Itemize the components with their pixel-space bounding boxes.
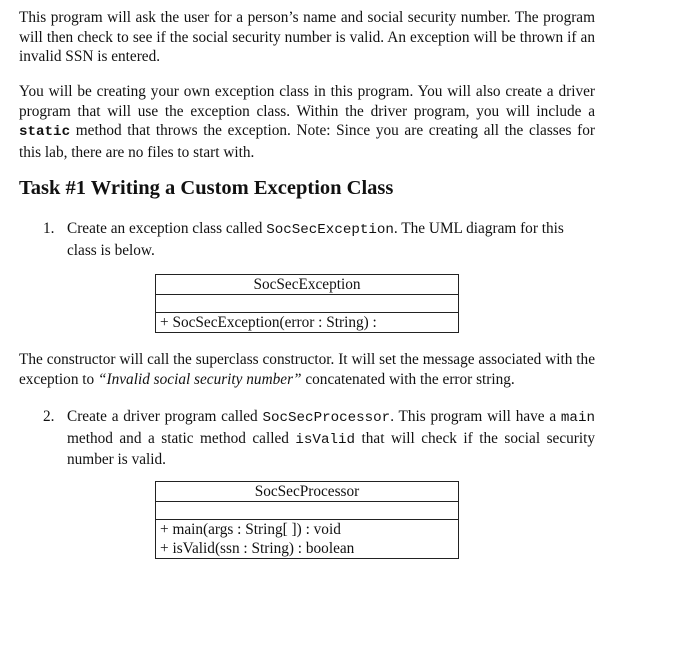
uml-2-operation-main: + main(args : String[ ]) : void	[160, 521, 341, 538]
item-1-number: 1.	[43, 220, 55, 237]
intro-paragraph-2-text-b: method that throws the exception. Note: Since you are creating all the classes for this lab, there are no files to start with.	[19, 122, 595, 161]
intro-paragraph-1	[19, 8, 595, 67]
uml-2-operations	[156, 519, 458, 558]
intro-paragraph-2	[19, 82, 595, 162]
item-2-text-c: method and a static method called	[67, 429, 296, 447]
item-2-main-method: main	[560, 410, 595, 426]
uml-2-operation-isvalid: + isValid(ssn : String) : boolean	[160, 540, 355, 557]
constructor-message: “Invalid social security number”	[98, 370, 302, 388]
item-1-text-b: . The UML diagram for this class is below.	[67, 220, 564, 259]
static-keyword: static	[19, 124, 71, 140]
item-2-text-a: Create a driver program called	[67, 408, 263, 425]
item-1-class-name: SocSecException	[266, 222, 394, 238]
constructor-text-a: The constructor will call the superclass constructor. It will set the message associated with the exception to	[19, 351, 595, 388]
item-2-class-name: SocSecProcessor	[262, 410, 391, 426]
uml-1-operations	[156, 312, 458, 332]
uml-1-class-name: SocSecException	[253, 276, 361, 293]
uml-1-operation: + SocSecException(error : String) :	[160, 314, 377, 331]
uml-2-class-name: SocSecProcessor	[254, 483, 360, 500]
item-2-isvalid-method: isValid	[295, 431, 356, 448]
constructor-paragraph	[19, 350, 595, 389]
item-1-body	[67, 219, 595, 260]
task-heading: Task #1 Writing a Custom Exception Class	[19, 177, 394, 199]
item-2-number: 2.	[43, 408, 55, 425]
uml-socsecexception	[155, 274, 459, 333]
uml-1-attributes	[156, 294, 458, 312]
item-2-text-d: that will check if the social security number is valid.	[67, 429, 595, 468]
intro-paragraph-1-text: This program will ask the user for a person’s name and social security number. The program will then check to see if the social security number is valid. An exception will be thrown if an invalid SSN is entered.	[19, 9, 595, 65]
constructor-text-b: concatenated with the error string.	[301, 370, 515, 388]
item-1-text-a: Create an exception class called	[67, 220, 267, 237]
item-2-text-b: . This program will have a	[390, 408, 561, 425]
item-2-body	[67, 407, 595, 470]
intro-paragraph-2-text-a: You will be creating your own exception class in this program. You will also create a driver program that will use the exception class. Within the driver program, you will include a	[19, 83, 595, 120]
uml-2-attributes	[156, 501, 458, 519]
uml-socsecprocessor	[155, 481, 459, 559]
